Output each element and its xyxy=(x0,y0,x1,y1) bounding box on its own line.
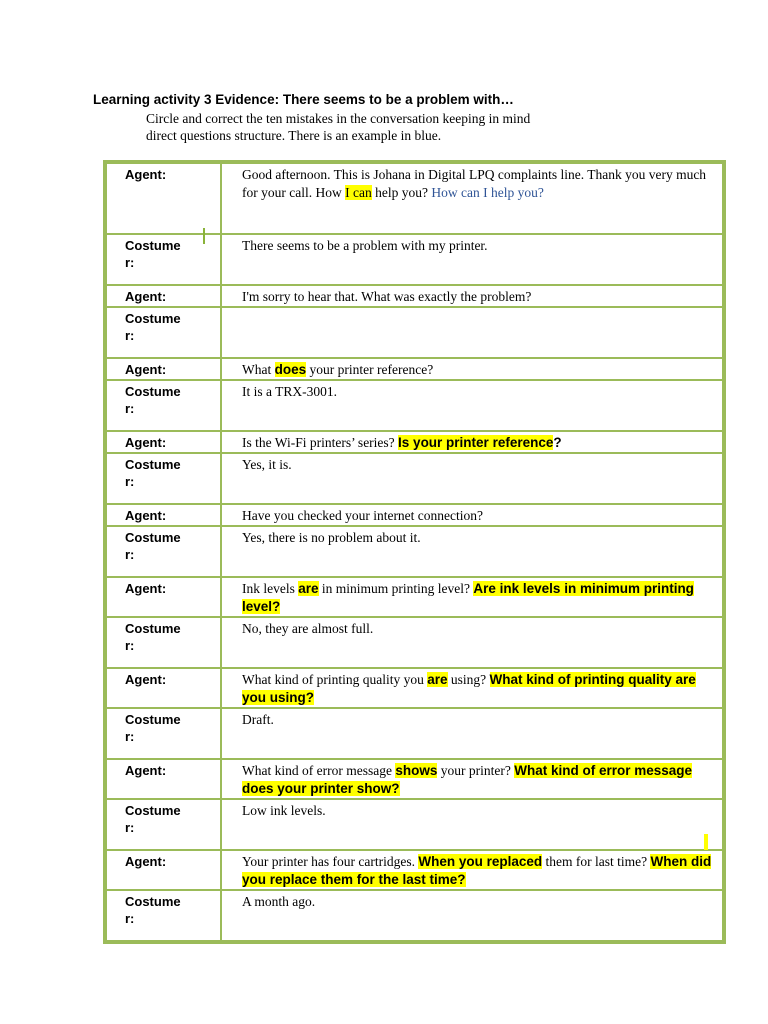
speaker-label: Costumer: xyxy=(125,384,181,416)
speaker-label: Agent: xyxy=(125,854,167,869)
speaker-customer xyxy=(106,307,221,358)
dialogue-text: No, they are almost full. xyxy=(242,621,374,636)
dialogue-text: in minimum printing level? xyxy=(318,581,474,596)
dialogue-line[interactable] xyxy=(221,668,723,708)
page-title: Learning activity 3 Evidence: There seems to be a problem with… xyxy=(93,92,514,107)
speaker-agent xyxy=(106,163,221,234)
conversation-row xyxy=(106,577,723,617)
highlighted-text: When you replaced xyxy=(418,854,543,869)
conversation-row xyxy=(106,285,723,307)
dialogue-line[interactable] xyxy=(221,708,723,759)
dialogue-text: Your printer has four cartridges. xyxy=(242,854,419,869)
dialogue-line[interactable] xyxy=(221,380,723,431)
dialogue-text: using? xyxy=(447,672,490,687)
conversation-body xyxy=(106,163,723,941)
speaker-customer xyxy=(106,526,221,577)
highlighted-text: When did you replace them for the last time? xyxy=(242,854,712,887)
dialogue-text: What kind of error message xyxy=(242,763,396,778)
dialogue-text: them for last time? xyxy=(542,854,651,869)
highlighted-text: shows xyxy=(395,763,438,778)
conversation-row xyxy=(106,668,723,708)
dialogue-text: What kind of printing quality you xyxy=(242,672,428,687)
speaker-label: Agent: xyxy=(125,581,167,596)
conversation-row xyxy=(106,890,723,941)
highlighted-text: Is your printer reference xyxy=(398,435,554,450)
conversation-row xyxy=(106,163,723,234)
speaker-agent xyxy=(106,431,221,453)
text-cursor xyxy=(203,228,205,244)
instructions-line-2: direct questions structure. There is an example in blue. xyxy=(146,128,442,143)
conversation-row xyxy=(106,850,723,890)
dialogue-text: I'm sorry to hear that. What was exactly the problem? xyxy=(242,289,532,304)
dialogue-line[interactable] xyxy=(221,850,723,890)
dialogue-text: Is the Wi-Fi printers’ series? xyxy=(242,435,399,450)
highlight-mark xyxy=(704,834,708,850)
dialogue-line[interactable] xyxy=(221,799,723,850)
speaker-label: Costumer: xyxy=(125,311,181,343)
dialogue-line[interactable] xyxy=(221,526,723,577)
speaker-customer xyxy=(106,617,221,668)
conversation-row xyxy=(106,380,723,431)
instructions-line-1: Circle and correct the ten mistakes in the conversation keeping in mind xyxy=(146,111,531,126)
dialogue-text: your printer reference? xyxy=(306,362,434,377)
dialogue-text: help you? xyxy=(371,185,432,200)
conversation-row xyxy=(106,708,723,759)
dialogue-text: Have you checked your internet connection? xyxy=(242,508,484,523)
dialogue-text: Low ink levels. xyxy=(242,803,326,818)
dialogue-text: Ink levels xyxy=(242,581,299,596)
instructions xyxy=(146,110,616,144)
conversation-row xyxy=(106,431,723,453)
highlighted-text: Are ink levels in minimum printing level? xyxy=(242,581,694,614)
speaker-label: Costumer: xyxy=(125,621,181,653)
dialogue-line[interactable] xyxy=(221,759,723,799)
dialogue-line[interactable] xyxy=(221,890,723,941)
conversation-row xyxy=(106,234,723,285)
conversation-row xyxy=(106,799,723,850)
dialogue-line[interactable] xyxy=(221,431,723,453)
speaker-agent xyxy=(106,668,221,708)
dialogue-line[interactable] xyxy=(221,307,723,358)
dialogue-text: Yes, there is no problem about it. xyxy=(242,530,421,545)
dialogue-text: Good afternoon. This is Johana in Digital LPQ complaints line. Thank you very much for your call. How xyxy=(242,167,707,200)
speaker-label: Costumer: xyxy=(125,712,181,744)
conversation-row xyxy=(106,504,723,526)
speaker-label: Costumer: xyxy=(125,803,181,835)
speaker-label: Agent: xyxy=(125,763,167,778)
speaker-label: Costumer: xyxy=(125,530,181,562)
conversation-table xyxy=(103,160,726,944)
speaker-agent xyxy=(106,577,221,617)
speaker-agent xyxy=(106,759,221,799)
speaker-label: Agent: xyxy=(125,362,167,377)
speaker-label: Costumer: xyxy=(125,894,181,926)
speaker-customer xyxy=(106,708,221,759)
conversation-row xyxy=(106,526,723,577)
speaker-agent xyxy=(106,358,221,380)
dialogue-text: What xyxy=(242,362,275,377)
conversation-row xyxy=(106,617,723,668)
highlighted-text: does xyxy=(274,362,307,377)
speaker-agent xyxy=(106,850,221,890)
conversation-row xyxy=(106,358,723,380)
speaker-customer xyxy=(106,890,221,941)
dialogue-text: A month ago. xyxy=(242,894,316,909)
dialogue-line[interactable] xyxy=(221,577,723,617)
conversation-row xyxy=(106,759,723,799)
example-correction: How can I help you? xyxy=(431,185,544,200)
speaker-customer xyxy=(106,453,221,504)
conversation-row xyxy=(106,307,723,358)
dialogue-line[interactable] xyxy=(221,504,723,526)
speaker-label: Agent: xyxy=(125,672,167,687)
dialogue-line[interactable] xyxy=(221,163,723,234)
speaker-label: Agent: xyxy=(125,289,167,304)
dialogue-line[interactable] xyxy=(221,358,723,380)
speaker-label: Agent: xyxy=(125,167,167,182)
dialogue-text: There seems to be a problem with my printer. xyxy=(242,238,488,253)
dialogue-line[interactable] xyxy=(221,453,723,504)
speaker-agent xyxy=(106,285,221,307)
dialogue-text: It is a TRX-3001. xyxy=(242,384,337,399)
dialogue-line[interactable] xyxy=(221,234,723,285)
dialogue-line[interactable] xyxy=(221,617,723,668)
highlighted-text: What kind of printing quality are you using? xyxy=(242,672,696,705)
speaker-label: Agent: xyxy=(125,435,167,450)
dialogue-line[interactable] xyxy=(221,285,723,307)
dialogue-text: ? xyxy=(553,435,562,450)
highlighted-text: I can xyxy=(345,185,372,200)
highlighted-text: What kind of error message does your printer show? xyxy=(242,763,692,796)
speaker-agent xyxy=(106,504,221,526)
speaker-customer xyxy=(106,799,221,850)
speaker-label: Costumer: xyxy=(125,238,181,270)
highlighted-text: are xyxy=(298,581,319,596)
dialogue-text: Yes, it is. xyxy=(242,457,292,472)
conversation-row xyxy=(106,453,723,504)
dialogue-text: your printer? xyxy=(437,763,515,778)
speaker-label: Agent: xyxy=(125,508,167,523)
highlighted-text: are xyxy=(427,672,448,687)
speaker-label: Costumer: xyxy=(125,457,181,489)
speaker-customer xyxy=(106,380,221,431)
dialogue-text: Draft. xyxy=(242,712,274,727)
